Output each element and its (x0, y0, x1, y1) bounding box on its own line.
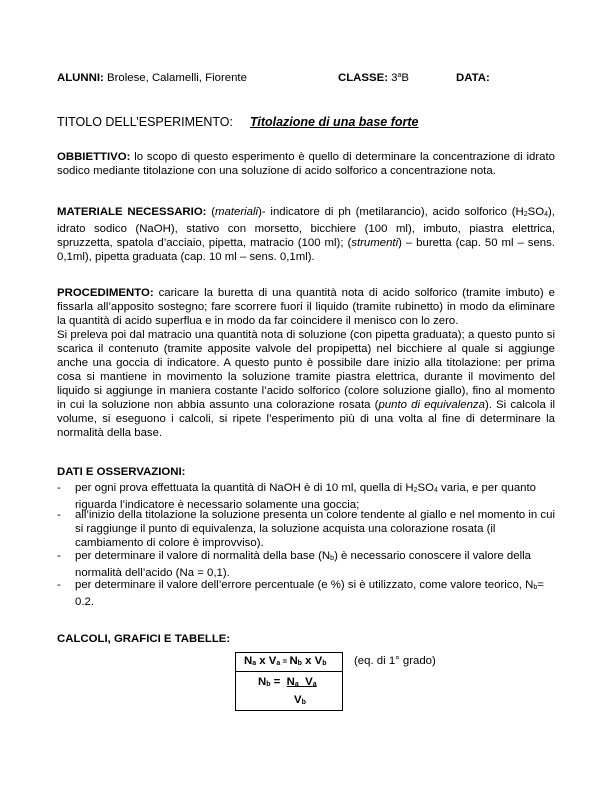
f2-v: V (305, 676, 313, 688)
materiale-strumenti: strumenti (351, 237, 399, 249)
f1-xv: x V (256, 655, 277, 667)
classe-sup: a (397, 72, 402, 79)
obiettivo-text: lo scopo di questo esperimento è quello di determinare la concentrazione di idrato sodico mediante titolazione con una soluzione di acido solforico a concentrazione nota. (57, 151, 555, 177)
obiettivo-section (57, 150, 555, 178)
bullet-dash: - (57, 482, 61, 494)
f2-den-v: V (294, 694, 302, 706)
f2-denominator (294, 694, 306, 706)
bullet-3-sub: b (330, 555, 335, 562)
materiale-section (57, 205, 555, 264)
f1-sub-b: b (297, 660, 302, 667)
f1-sub-a: a (252, 660, 257, 667)
f2-sub-b: b (266, 681, 271, 688)
bullet-dash: - (57, 550, 61, 562)
formula-box-1 (235, 652, 343, 672)
calcoli-label: CALCOLI, GRAFICI E TABELLE: (57, 633, 231, 645)
f1-n: N (244, 655, 253, 667)
f2-sub-a2: a (312, 681, 317, 688)
dati-bullet-4 (57, 578, 555, 609)
f1-nb: N (289, 655, 298, 667)
procedimento-text-2a: Si preleva poi dal matracio una quantità nota di soluzione (con pipetta graduata); a questo punto si scarica il contenuto (tramite apposite valvole del propipetta) nel bicchiere al quale si aggiunge anche una goccia di indicatore. A questo punto è possibile dare inizio alla titolazione: per prima cosa si mantiene in movimento la soluzione tramite piastra elettrica, durante il movimento del liquido si aggiunge in maniera costante l’acido solforico (colore soluzione giallo), fino al momento in cui la soluzione non abbia assunto una colorazione rosata ( (57, 329, 555, 411)
materiale-materiali: materiali (215, 206, 259, 218)
h2so4-sub-4: 4 (544, 211, 549, 218)
formula-2 (258, 676, 317, 688)
header-classe (338, 72, 409, 84)
classe-letter: B (401, 72, 410, 84)
bullet-1-so: SO (417, 482, 434, 494)
bullet-2-text: all’inizio della titolazione la soluzione presenta un colore tendente al giallo e nel momento in cui si raggiunge il punto di equivalenza, la soluzione acquista una colorazione rosata (il cambiamento di colore è improvviso). (75, 509, 555, 549)
bullet-1-sub-4: 4 (433, 487, 438, 494)
alunni-value: Brolese, Calamelli, Fiorente (107, 72, 247, 84)
materiale-text-3: ), idrato sodico (NaOH), stativo con morsetto, bicchiere (100 ml), imbuto, piastra elettrica, spruzzetta, spatola d’acciaio, pipetta, matracio (100 ml); ( (57, 206, 555, 249)
f1-xv2: x V (301, 655, 323, 667)
materiale-label: MATERIALE NECESSARIO: (57, 206, 207, 218)
bullet-1a: per ogni prova effettuata la quantità di NaOH è di 10 ml, quella di H (75, 482, 414, 494)
bullet-3b: ) è necessario conoscere il valore della normalità dell’acido (Na = 0,1). (75, 550, 531, 579)
f2-n: N (258, 676, 267, 688)
f1-sub-a2: a (276, 660, 281, 667)
experiment-title (57, 115, 419, 129)
punto-equivalenza: punto di equivalenza (378, 399, 485, 411)
classe-value (391, 72, 409, 84)
dati-label: DATI E OSSERVAZIONI: (57, 466, 186, 478)
data-label: DATA: (456, 72, 490, 84)
header-alunni (57, 72, 247, 84)
bullet-3-text (75, 549, 555, 580)
bullet-4b: = 0.2. (75, 579, 544, 608)
f2-sub-a: a (294, 681, 299, 688)
dati-bullet-2 (57, 508, 555, 550)
f1-eq: = (280, 657, 290, 666)
bullet-dash: - (57, 509, 61, 521)
calcoli-heading (57, 633, 230, 645)
dati-heading (57, 466, 185, 478)
procedimento-text-1: caricare la buretta di una quantità nota di acido solforico (tramite imbuto) e fissarla all’apposito sostegno; fare scorrere fuori il liquido (tramite rubinetto) in modo da eliminare la quantità di acido superflua e in modo da far coincidere il menisco con lo zero. (57, 287, 555, 327)
dati-bullet-3 (57, 549, 555, 580)
classe-label: CLASSE: (338, 72, 388, 84)
f2-den-sub-b: b (301, 699, 306, 706)
formula-box-2 (235, 670, 343, 711)
obiettivo-label: OBBIETTIVO: (57, 151, 131, 163)
bullet-4a: per determinare il valore dell’errore percentuale (e %) si è utilizzato, come valore teorico, N (75, 579, 534, 591)
materiale-text-1: ( (211, 206, 216, 218)
f2-na: N (286, 676, 295, 688)
materiale-text-2: )- indicatore di ph (metilarancio), acido solforico (H (258, 206, 524, 218)
header-data (456, 72, 490, 84)
bullet-1-sub-2: 2 (413, 487, 418, 494)
bullet-1b: varia, e per quanto riguarda l’indicatore è necessario solamente una goccia; (75, 482, 536, 511)
formula-1 (244, 655, 327, 667)
alunni-label: ALUNNI: (57, 72, 104, 84)
f1-sub-b2: b (322, 660, 327, 667)
formula-note: (eq. di 1° grado) (354, 655, 436, 667)
materiale-text-4: ) – buretta (cap. 50 ml – sens. 0,1ml), pipetta graduata (cap. 10 ml – sens. 0,1ml). (57, 237, 555, 263)
h2so4-so: SO (527, 206, 545, 218)
h2so4-sub-2: 2 (523, 211, 528, 218)
title-value: Titolazione di una base forte (249, 115, 419, 129)
f2-eq: = (270, 676, 287, 688)
procedimento-label: PROCEDIMENTO: (57, 287, 154, 299)
bullet-dash: - (57, 579, 61, 591)
procedimento-text-2b: ). Si calcola il volume, si eseguono i calcoli, si ripete l’esperimento più di una volta al fine di determinare la normalità della base. (57, 399, 556, 439)
classe-num: 3 (391, 72, 398, 84)
title-label: TITOLO DELL’ESPERIMENTO: (57, 115, 233, 129)
bullet-4-text (75, 578, 555, 609)
bullet-4-sub: b (533, 584, 538, 591)
procedimento-section (57, 286, 555, 440)
f2-numerator (287, 676, 317, 688)
bullet-3a: per determinare il valore di normalità della base (N (75, 550, 331, 562)
